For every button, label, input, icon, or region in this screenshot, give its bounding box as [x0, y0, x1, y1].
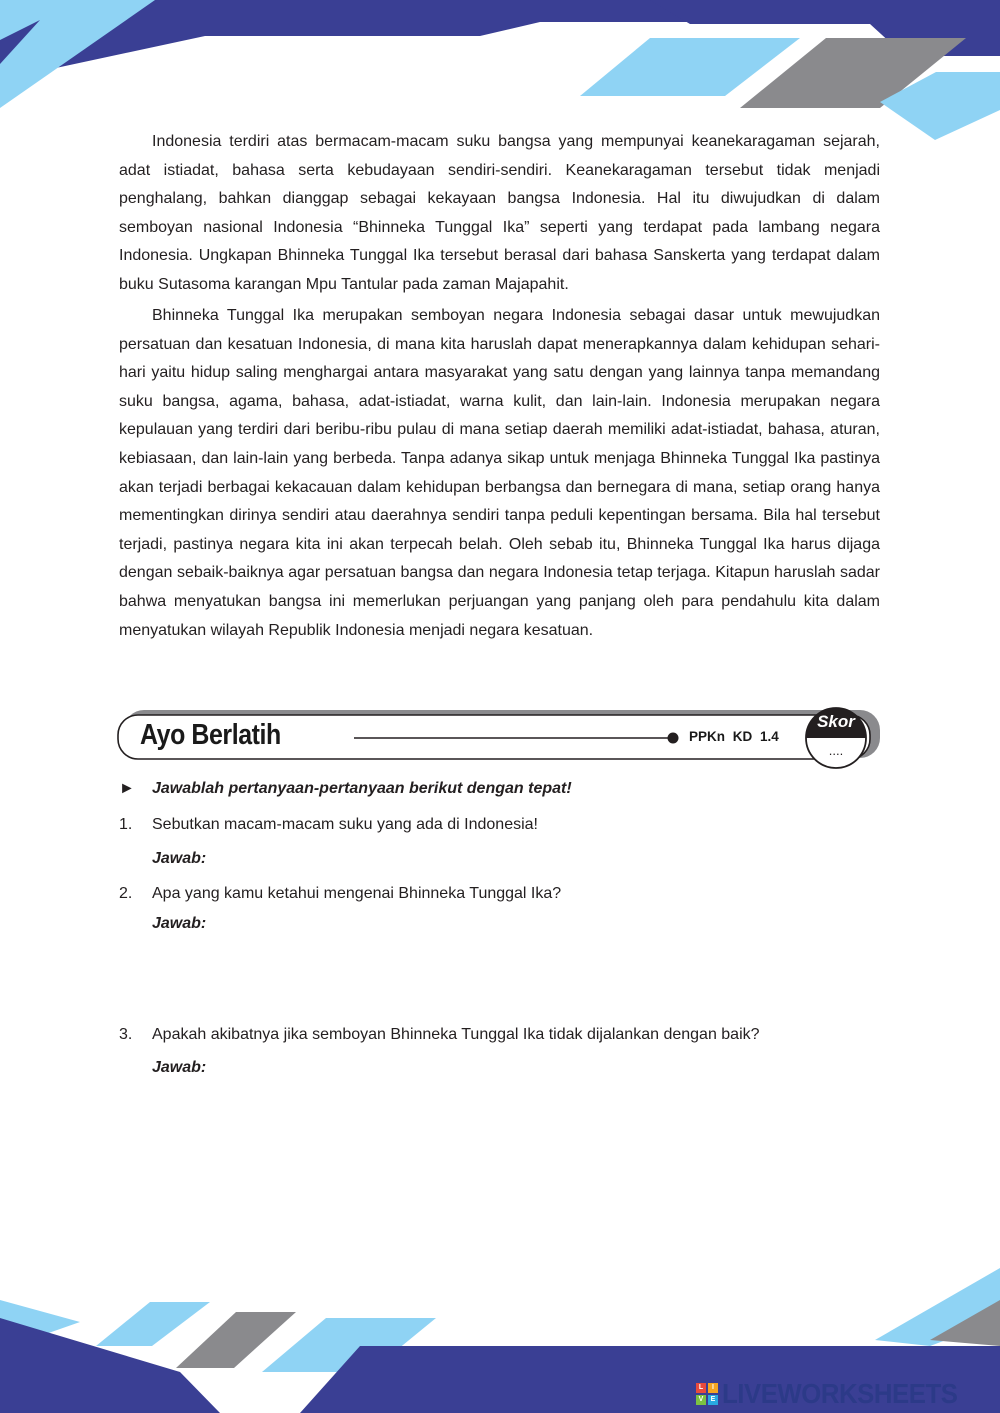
logo-letter: V: [696, 1395, 706, 1405]
liveworksheets-watermark: [696, 1376, 978, 1412]
section-title: Ayo Berlatih: [140, 719, 281, 751]
top-left-light-blue-stripe: [0, 0, 155, 108]
subject-code: PPKn KD 1.4: [689, 729, 779, 744]
logo-letter: E: [708, 1395, 718, 1405]
question-number: 2.: [119, 885, 133, 902]
question-3: [119, 1026, 760, 1044]
question-text: Apakah akibatnya jika semboyan Bhinneka Tunggal Ika tidak dijalankan dengan baik?: [152, 1026, 760, 1043]
question-number: 3.: [119, 1026, 133, 1043]
answer-label-2: Jawab:: [152, 915, 207, 932]
question-2: [119, 885, 561, 903]
watermark-text: LIVEWORKSHEETS: [722, 1378, 958, 1409]
bottom-light-blue-tile-1: [96, 1302, 210, 1346]
skor-label: Skor: [817, 712, 855, 731]
question-number: 1.: [119, 816, 133, 833]
paragraph-1: Indonesia terdiri atas bermacam-macam suku bangsa yang mempunyai keanekaragaman sejarah, adat istiadat, bahasa serta kebudayaan sendiri-sendiri. Keanekaragaman tersebut tidak menjadi penghalang, bahkan dianggap sebagai kekayaan bangsa Indonesia. Hal itu diwujudkan di dalam semboyan nasional Indonesia “Bhinneka Tunggal Ika” seperti yang terdapat pada lambang negara Indonesia. Ungkapan Bhinneka Tunggal Ika tersebut berasal dari bahasa Sanskerta yang terdapat dalam buku Sutasoma karangan Mpu Tantular pada zaman Majapahit.: [119, 133, 880, 293]
liveworksheets-logo-icon: [696, 1383, 718, 1405]
skor-value: ....: [828, 743, 844, 758]
question-text: Apa yang kamu ketahui mengenai Bhinneka Tunggal Ika?: [152, 885, 562, 902]
instruction-text: Jawablah pertanyaan-pertanyaan berikut dengan tepat!: [152, 780, 572, 797]
question-text: Sebutkan macam-macam suku yang ada di Indonesia!: [152, 816, 538, 833]
instruction-bullet-icon: ►: [119, 780, 135, 797]
logo-letter: L: [696, 1383, 706, 1393]
logo-letter: I: [708, 1383, 718, 1393]
paragraph-2: Bhinneka Tunggal Ika merupakan semboyan negara Indonesia sebagai dasar untuk mewujudkan persatuan dan kesatuan Indonesia, di mana kita haruslah dapat menerapkannya dalam kehidupan sehari-hari yaitu hidup saling menghargai antara masyarakat yang satu dengan yang lainnya tanpa memandang suku bangsa, agama, bahasa, adat-istiadat, warna kulit, dan lain-lain. Indonesia merupakan negara kepulauan yang terdiri dari beribu-ribu pulau di mana setiap daerah memiliki adat-istiadat, bahasa, aturan, kebiasaan, dan lain-lain yang berbeda. Tanpa adanya sikap untuk menjaga Bhinneka Tunggal Ika pastinya akan terjadi berbagai kekacauan dalam kehidupan berbangsa dan bernegara di mana, setiap orang hanya mementingkan dirinya sendiri atau daerahnya sendiri tanpa peduli kepentingan bersama. Bila hal tersebut terjadi, pastinya negara kita ini akan terpecah belah. Oleh sebab itu, Bhinneka Tunggal Ika harus dijaga dengan sebaik-baiknya agar persatuan bangsa dan negara Indonesia tetap terjaga. Kitapun haruslah sadar bahwa menyatukan bangsa ini memerlukan perjuangan yang panjang oleh para pendahulu kita dalam menyatukan wilayah Republik Indonesia menjadi negara kesatuan.: [119, 307, 880, 639]
answer-label-3: Jawab:: [152, 1059, 207, 1076]
answer-label-1: Jawab:: [152, 850, 207, 867]
question-1: [119, 816, 538, 834]
banner-dot: [668, 733, 679, 744]
instruction: [119, 780, 572, 798]
